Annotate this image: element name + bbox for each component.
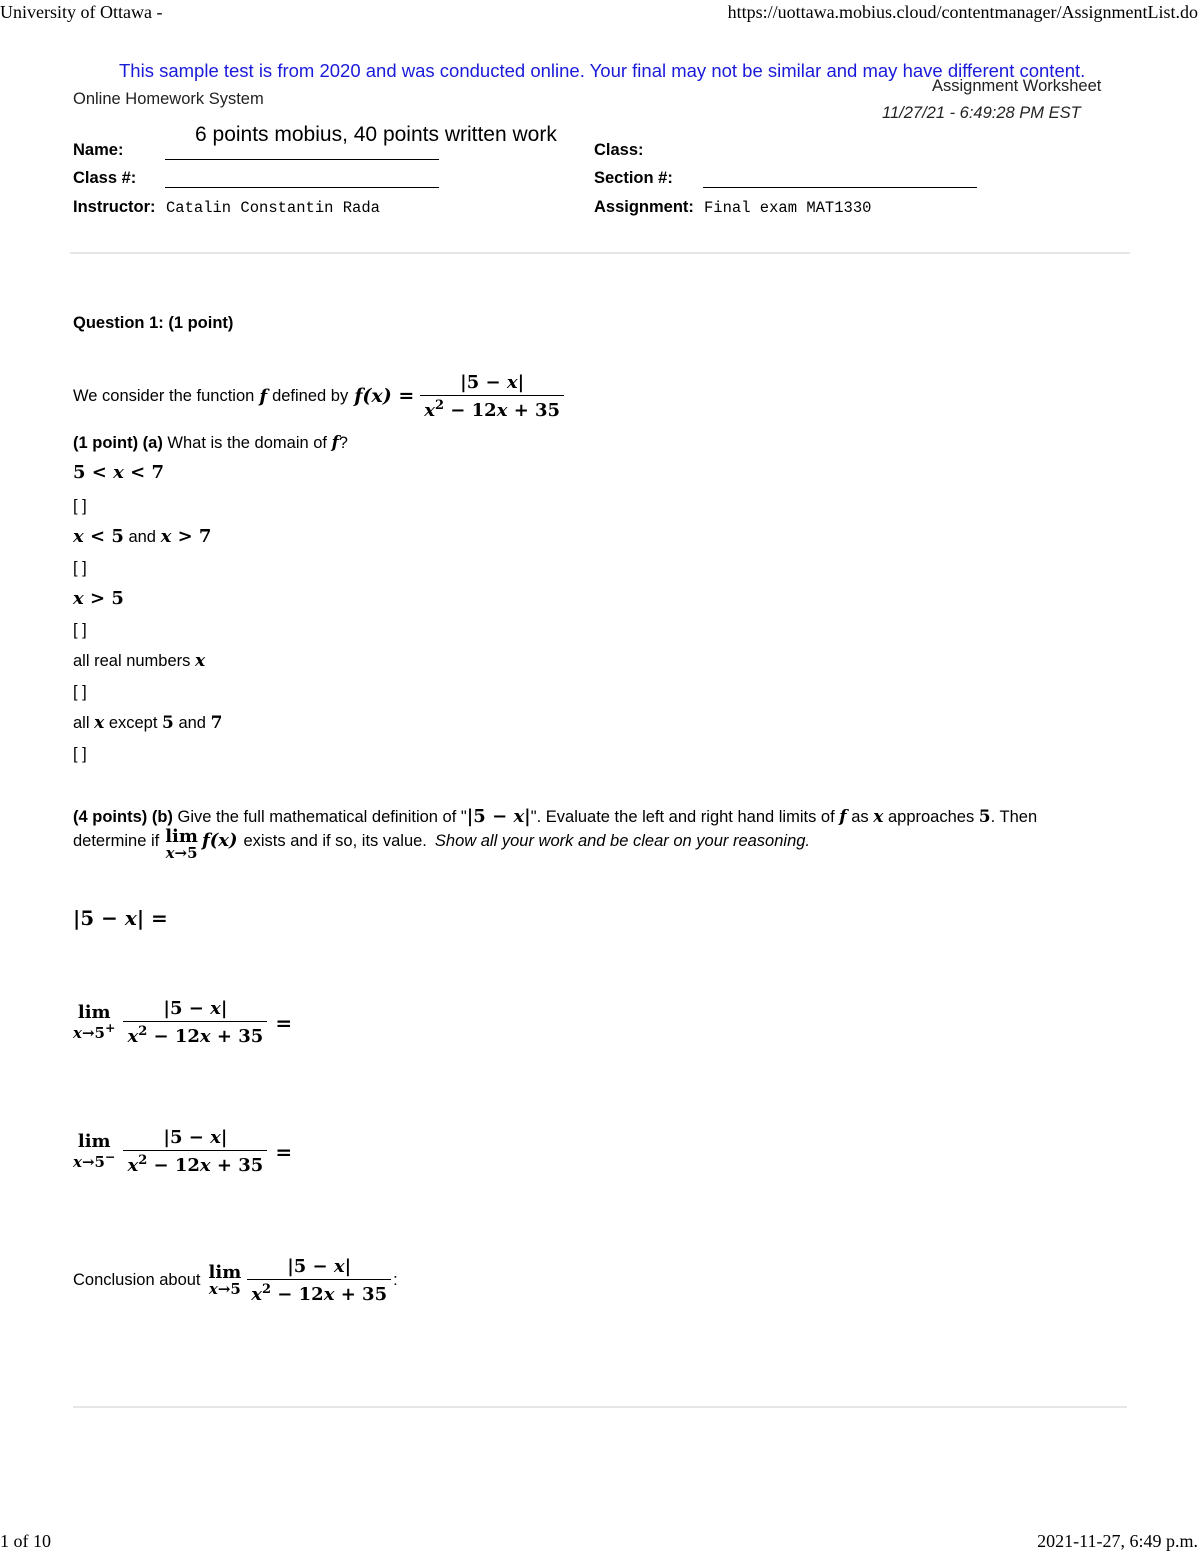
browser-header-url: https://uottawa.mobius.cloud/contentmanager/AssignmentList.do [727, 2, 1198, 22]
browser-header-title: University of Ottawa - [0, 2, 163, 22]
option-1: 5 < x < 7 [73, 462, 165, 483]
part-a-text: What is the domain of [167, 434, 327, 452]
intro-text: We consider the function [73, 386, 255, 405]
f-symbol: f [331, 433, 339, 452]
section-label: Section #: [594, 169, 673, 187]
name-underline [165, 159, 439, 160]
divider-top [70, 252, 1130, 254]
part-a-points: (1 point) (a) [73, 434, 163, 452]
function-definition [73, 366, 564, 426]
class-label: Class: [594, 141, 644, 159]
part-b-text3: as [851, 808, 869, 826]
f-symbol: f [259, 385, 268, 407]
instructor-label: Instructor: [73, 198, 156, 216]
part-b-text1: Give the full mathematical definition of " [177, 808, 467, 826]
part-b-text6: determine if [73, 832, 160, 850]
instructor-value: Catalin Constantin Rada [166, 199, 380, 217]
part-b-line1: (4 points) (b) Give the full mathematical definition of "|5 − x|". Evaluate the left and right hand limits of f as x approaches 5. Then [73, 806, 1038, 827]
option-4: all real numbers x [73, 651, 206, 671]
option-2-box[interactable]: [ ] [73, 559, 87, 577]
timestamp: 11/27/21 - 6:49:28 PM EST [882, 104, 1081, 122]
part-a-prompt: (1 point) (a) What is the domain of f? [73, 433, 348, 452]
name-value: 6 points mobius, 40 points written work [195, 123, 557, 146]
class-number-underline [165, 187, 439, 188]
part-b-points: (4 points) (b) [73, 808, 173, 826]
worksheet-label: Assignment Worksheet [932, 77, 1102, 95]
part-b-text2: ". Evaluate the left and right hand limits of [530, 808, 835, 826]
part-b-text7: exists and if so, its value. [243, 832, 427, 850]
conclusion-line: Conclusion about lim x→5 $\frac{|5 - x|}{x^2 - 12x + 35}$ : [73, 1256, 398, 1305]
left-limit-expression: lim x→5− $\frac{|5 - x|}{x^2 - 12x + 35}$ = [73, 1127, 293, 1176]
part-b-text4: approaches [887, 808, 975, 826]
assignment-value: Final exam MAT1330 [704, 199, 872, 217]
part-b-italic: Show all your work and be clear on your reasoning. [434, 832, 811, 850]
function-fraction: $\frac{|5 - x|}{x^2 - 12x + 35}$ [420, 372, 564, 421]
class-number-label: Class #: [73, 169, 137, 187]
f-of-x: f(x) = [354, 385, 415, 407]
section-underline [703, 187, 977, 188]
page-number: 1 of 10 [0, 1531, 51, 1551]
option-5: all x except 5 and 7 [73, 713, 223, 733]
divider-bottom [73, 1406, 1127, 1408]
print-datetime: 2021-11-27, 6:49 p.m. [1037, 1531, 1198, 1551]
sample-test-notice: This sample test is from 2020 and was conducted online. Your final may not be similar and may have different content. [119, 60, 1086, 81]
option-5-box[interactable]: [ ] [73, 745, 87, 763]
option-2: x < 5 and x > 7 [73, 526, 212, 547]
option-4-box[interactable]: [ ] [73, 683, 87, 701]
name-label: Name: [73, 141, 124, 159]
limit-notation: lim x→5 [165, 826, 198, 862]
right-limit-expression: lim x→5+ $\frac{|5 - x|}{x^2 - 12x + 35}$ = [73, 998, 293, 1047]
part-b-text5: . Then [990, 808, 1038, 826]
defined-by-text: defined by [272, 386, 349, 405]
part-b-line2: determine if lim x→5 f(x) exists and if so, its value. Show all your work and be clear on your reasoning. [73, 826, 811, 862]
assignment-label: Assignment: [594, 198, 694, 216]
system-name: Online Homework System [73, 90, 264, 108]
abs-definition: |5 − x| = [73, 906, 168, 930]
option-1-box[interactable]: [ ] [73, 497, 87, 515]
option-3: x > 5 [73, 588, 124, 609]
option-3-box[interactable]: [ ] [73, 621, 87, 639]
conclusion-text: Conclusion about [73, 1271, 201, 1289]
question-title: Question 1: (1 point) [73, 314, 234, 332]
